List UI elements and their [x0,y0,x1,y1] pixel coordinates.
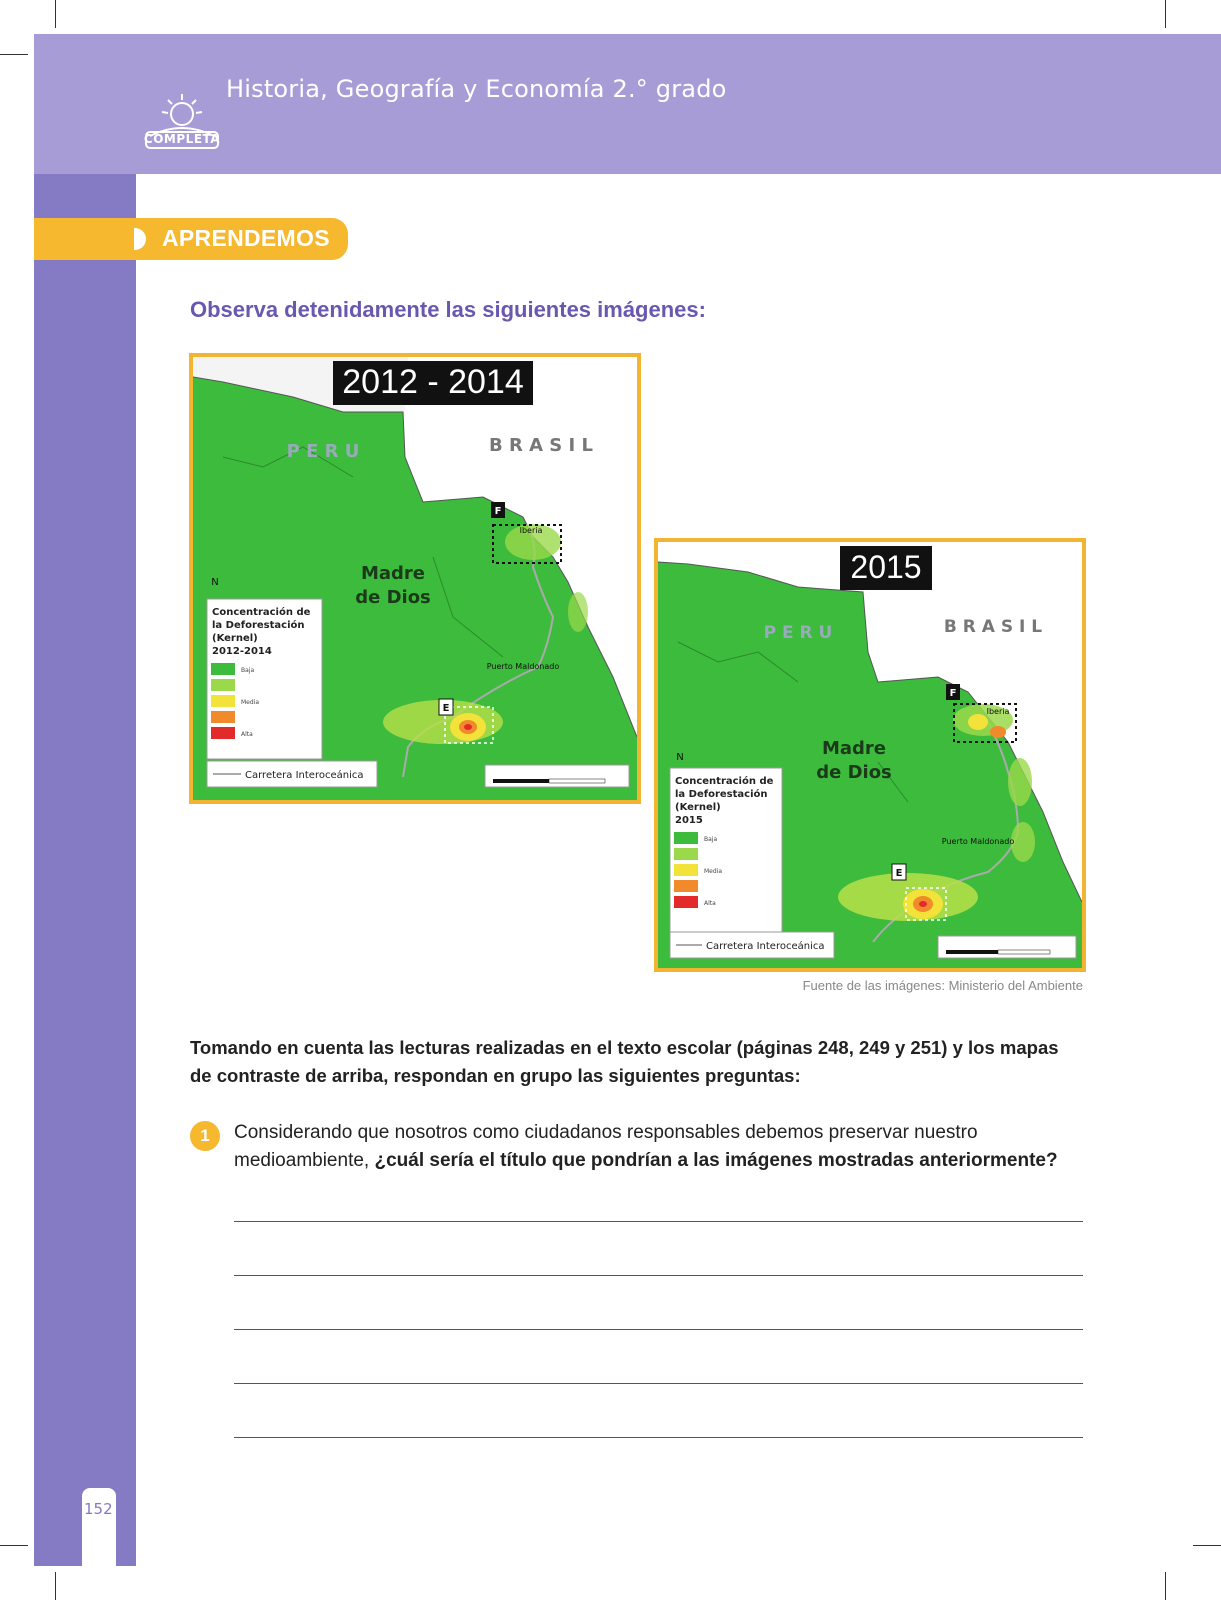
region-label-line1: Madre [360,563,426,584]
logo-text: COMPLETA [143,132,221,146]
city-label-iberia: Iberia [519,526,543,535]
crop-mark [1165,0,1166,28]
map-year-label: 2015 [850,549,922,585]
legend-item: Media [704,868,723,875]
legend-title-line: Concentración de [675,776,774,787]
country-label-peru: P E R U [286,441,360,462]
map-2012-2014 [189,353,641,804]
section-label: APRENDEMOS [162,225,330,251]
road-legend: Carretera Interoceánica [245,770,364,781]
legend-title-line: (Kernel) [212,633,258,644]
north-arrow-icon: N [676,752,684,763]
crop-mark [1193,1545,1221,1546]
deforestation-map [193,357,637,800]
legend-title-line: 2012-2014 [212,646,272,657]
city-label-puerto-maldonado: Puerto Maldonado [941,837,1015,846]
school-logo [140,92,224,162]
legend-item: Baja [704,836,718,843]
map-year-label: 2012 - 2014 [342,363,524,401]
answer-line[interactable] [234,1383,1083,1384]
legend-title-line: 2015 [675,815,703,826]
question-text [234,1119,1084,1175]
crop-mark [0,1545,28,1546]
north-arrow-icon: N [211,577,219,588]
sidebar-band [34,174,136,1566]
country-label-brasil: B R A S I L [489,435,593,456]
answer-line[interactable] [234,1221,1083,1222]
legend-title-line: (Kernel) [675,802,721,813]
activity-subtitle: Observa detenidamente las siguientes imágenes: [190,297,706,322]
city-label-puerto-maldonado: Puerto Maldonado [486,662,560,671]
legend-item: Alta [241,731,253,738]
answer-line[interactable] [234,1437,1083,1438]
region-label-line1: Madre [821,738,887,759]
crop-mark [55,1572,56,1600]
map-marker-e: E [442,703,450,714]
region-label-line2: de Dios [355,587,431,608]
legend-item: Alta [704,900,716,907]
deforestation-map [658,542,1082,968]
map-marker-f: F [494,506,502,517]
legend-title-line: la Deforestación [675,789,768,800]
legend-title-line: Concentración de [212,607,311,618]
country-label-peru: P E R U [763,623,833,643]
legend-item: Media [241,699,260,706]
city-label-iberia: Iberia [986,707,1010,716]
question-text-bold: ¿cuál sería el título que pondrían a las imágenes mostradas anteriormente? [374,1150,1058,1171]
map-2015 [654,538,1086,972]
road-legend: Carretera Interoceánica [706,941,825,952]
question-number-badge: 1 [190,1121,220,1151]
answer-line[interactable] [234,1275,1083,1276]
map-marker-e: E [895,868,903,879]
page-number: 152 [84,1500,113,1518]
region-label-line2: de Dios [816,762,892,783]
sun-icon [140,92,224,162]
crop-mark [1165,1572,1166,1600]
instructions-text: Tomando en cuenta las lecturas realizadas en el texto escolar (páginas 248, 249 y 251) y los mapas de contraste de arriba, respondan en grupo las siguientes preguntas: [190,1037,1059,1086]
page-title: Historia, Geografía y Economía 2.° grado [226,75,727,103]
answer-line[interactable] [234,1329,1083,1330]
legend-title-line: la Deforestación [212,620,305,631]
map-marker-f: F [949,688,957,699]
country-label-brasil: B R A S I L [943,617,1043,637]
crop-mark [0,54,28,55]
legend-item: Baja [241,667,255,674]
question-text-plain: Considerando que nosotros como ciudadanos responsables debemos preservar nuestro medioambiente, [234,1122,978,1171]
crop-mark [55,0,56,28]
image-source-caption: Fuente de las imágenes: Ministerio del Ambiente [802,978,1083,993]
